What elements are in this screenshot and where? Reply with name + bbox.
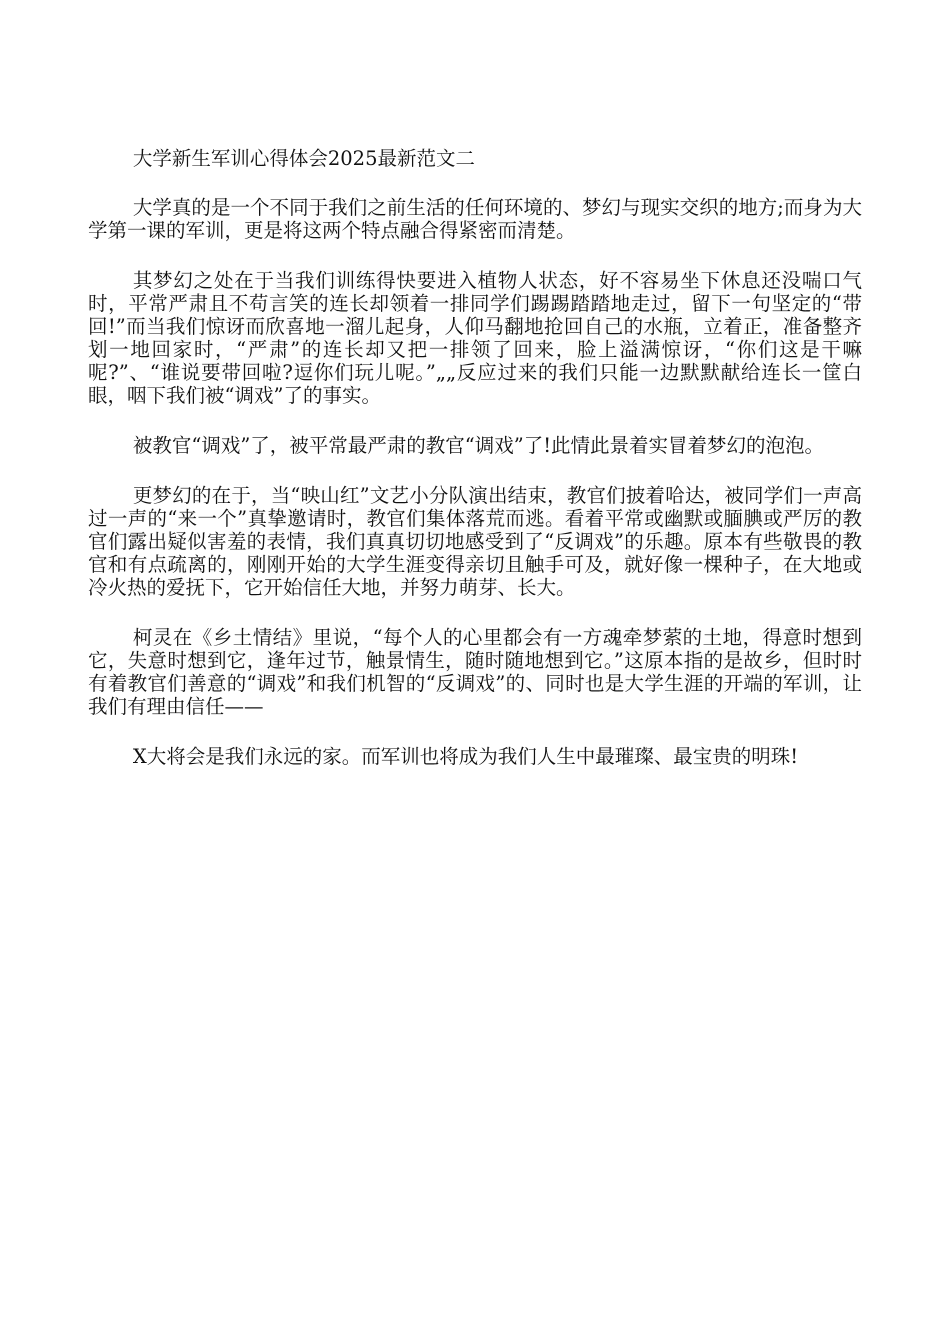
paragraph-2: 其梦幻之处在于当我们训练得快要进入植物人状态，好不容易坐下休息还没喘口气时，平常严肃且不苟言笑的连长却领着一排同学们踢踢踏踏地走过，留下一句坚定的“带回!”而当我们惊讶而欣喜地一溜儿起身，人仰马翻地抢回自己的水瓶，立着正，准备整齐划一地回家时，“严肃”的连长却又把一排领了回来，脸上溢满惊讶，“你们这是干嘛呢?”、“谁说要带回啦?逗你们玩儿呢。”„„反应过来的我们只能一边默默献给连长一筐白眼，咽下我们被“调戏”了的事实。 — [88, 269, 862, 407]
document-body — [88, 147, 862, 768]
paragraph-3: 被教官“调戏”了，被平常最严肃的教官“调戏”了!此情此景着实冒着梦幻的泡泡。 — [132, 434, 825, 457]
document-title: 大学新生军训心得体会2025最新范文二 — [132, 147, 475, 170]
paragraph-1: 大学真的是一个不同于我们之前生活的任何环境的、梦幻与现实交织的地方;而身为大学第一课的军训，更是将这两个特点融合得紧密而清楚。 — [88, 196, 862, 242]
paragraph-6: X大将会是我们永远的家。而军训也将成为我们人生中最璀璨、最宝贵的明珠! — [132, 745, 799, 768]
paragraph-5: 柯灵在《乡土情结》里说，“每个人的心里都会有一方魂牵梦萦的土地，得意时想到它，失意时想到它，逢年过节，触景情生，随时随地想到它。”这原本指的是故乡，但时时有着教官们善意的“调戏”和我们机智的“反调戏”的、同时也是大学生涯的开端的军训，让我们有理由信任—— — [88, 626, 862, 718]
paragraph-4: 更梦幻的在于，当“映山红”文艺小分队演出结束，教官们披着哈达，被同学们一声高过一声的“来一个”真挚邀请时，教官们集体落荒而逃。看着平常或幽默或腼腆或严厉的教官们露出疑似害羞的表情，我们真真切切地感受到了“反调戏”的乐趣。原本有些敬畏的教官和有点疏离的，刚刚开始的大学生涯变得亲切且触手可及，就好像一棵种子，在大地或冷火热的爱抚下，它开始信任大地，并努力萌芽、长大。 — [88, 484, 862, 599]
